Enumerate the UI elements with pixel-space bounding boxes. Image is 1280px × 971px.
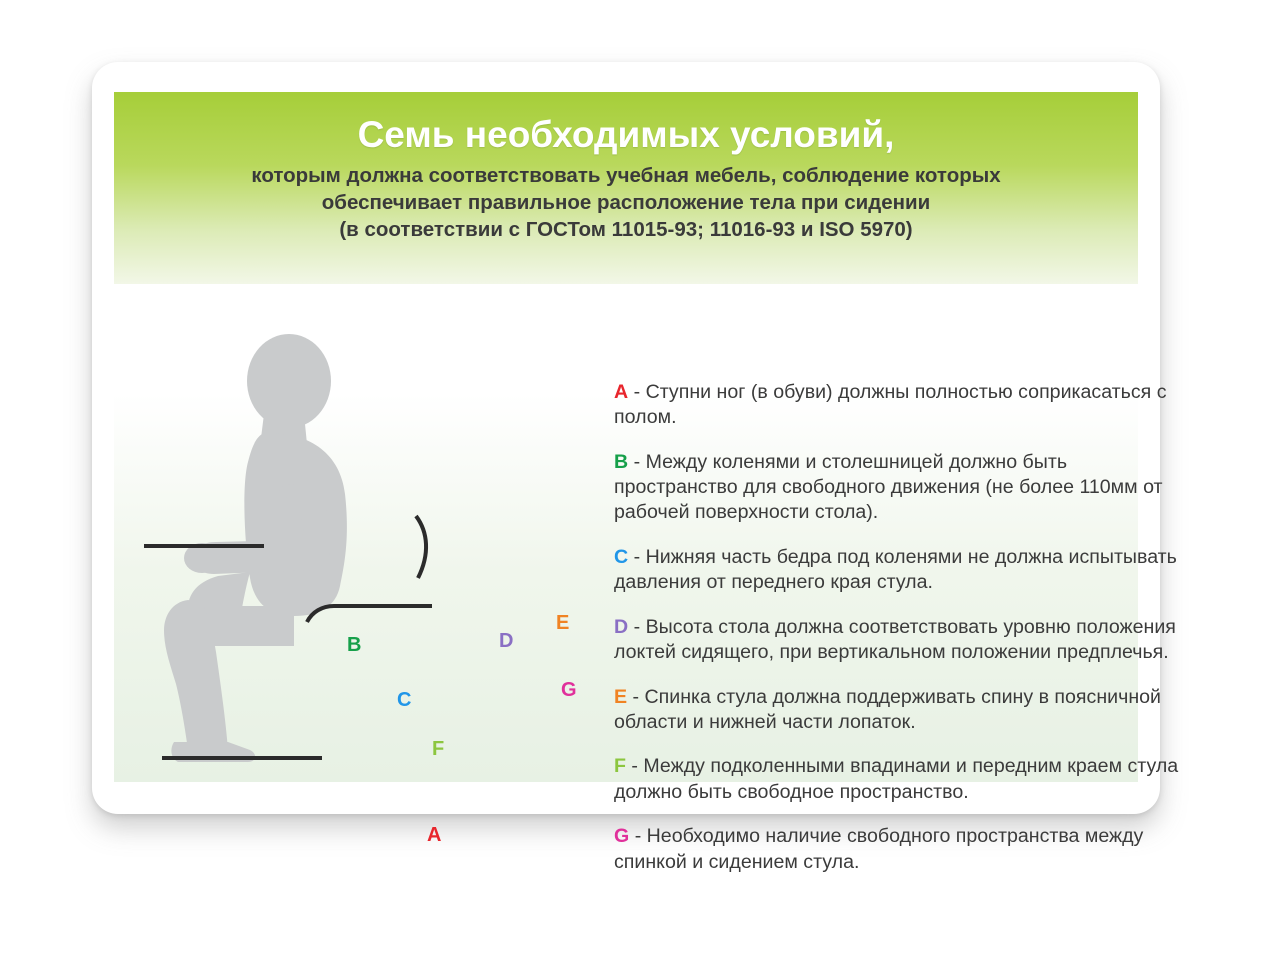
subtitle-line-1: которым должна соответствовать учебная мебель, соблюдение которых <box>251 164 1001 187</box>
condition-key-d: D <box>614 615 629 638</box>
subtitle-line-3: (в соответствии с ГОСТом 11015-93; 11016-93 и ISO 5970) <box>339 218 913 242</box>
condition-item-d <box>614 615 1194 665</box>
page-title <box>114 114 1138 156</box>
condition-item-g <box>614 824 1194 874</box>
page-title-comma: , <box>884 114 895 155</box>
condition-key-c: C <box>614 545 629 568</box>
condition-key-f: F <box>614 755 626 778</box>
figure-label-c: C <box>397 689 412 711</box>
figure-label-g: G <box>561 679 577 701</box>
condition-text-d: - Высота стола должна соответствовать уровню положения локтей сидящего, при вертикальном положении предплечья. <box>614 615 1176 663</box>
page-title-text: Семь необходимых условий <box>357 114 885 155</box>
condition-key-a: A <box>614 380 629 403</box>
figure-label-d: D <box>499 630 514 652</box>
condition-text-a: - Ступни ног (в обуви) должны полностью соприкасаться с полом. <box>614 380 1167 428</box>
condition-text-f: - Между подколенными впадинами и передним краем стула должно быть свободное пространство. <box>614 755 1179 803</box>
seated-person-svg <box>144 334 614 774</box>
subtitle-line-2: обеспечивает правильное расположение тела при сидении <box>321 191 931 215</box>
backrest-bracket <box>416 516 426 578</box>
condition-text-g: - Необходимо наличие свободного пространства между спинкой и сидением стула. <box>614 825 1144 873</box>
poster-card <box>92 62 1179 873</box>
figure-label-e: E <box>556 612 570 634</box>
conditions-list <box>614 360 1194 876</box>
condition-item-a <box>614 380 1194 430</box>
condition-item-c <box>614 545 1194 595</box>
seated-person-diagram <box>144 334 577 846</box>
figure-label-a: A <box>427 824 442 846</box>
poster-body <box>114 284 1179 873</box>
figure-label-b: B <box>347 634 362 656</box>
condition-item-f <box>614 754 1194 804</box>
condition-key-g: G <box>614 825 630 848</box>
poster-header <box>114 92 1138 284</box>
condition-text-b: - Между коленями и столешницей должно быть пространство для свободного движения (не более 110мм от рабочей поверхности стола). <box>614 450 1163 523</box>
condition-text-c: - Нижняя часть бедра под коленями не должна испытывать давления от переднего края стула. <box>614 545 1177 593</box>
condition-item-b <box>614 450 1194 526</box>
condition-key-e: E <box>614 685 628 708</box>
condition-text-e: - Спинка стула должна поддерживать спину в поясничной области и нижней части лопаток. <box>614 685 1161 733</box>
figure-label-f: F <box>432 738 445 760</box>
condition-item-e <box>614 685 1194 735</box>
condition-key-b: B <box>614 450 629 473</box>
